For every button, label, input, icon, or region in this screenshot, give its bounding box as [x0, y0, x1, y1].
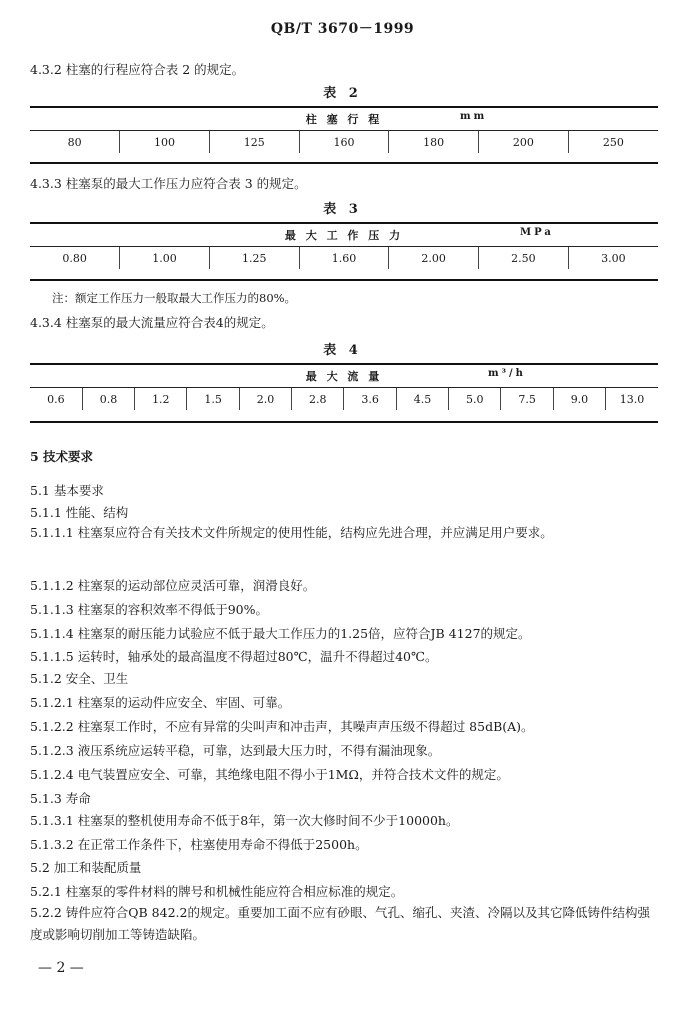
clause-5-1-2: 5.1.2 安全、卫生: [30, 671, 129, 686]
table-4-title: 最 大 流 量: [305, 370, 383, 383]
table-3-cell: 2.50: [479, 247, 569, 270]
table-2-bottom-rule: [30, 162, 658, 164]
table-3-cell: 2.00: [389, 247, 479, 270]
clause-5-2-2: 5.2.2 铸件应符合QB 842.2的规定。重要加工面不应有砂眼、气孔、缩孔、夹渣、冷隔以及其它降低铸件结构强度或影响切削加工等铸造缺陷。: [30, 905, 650, 942]
table-3-title: 最 大 工 作 压 力: [284, 229, 404, 242]
table-3-cell: 0.80: [30, 247, 120, 270]
table-2-cell: 180: [389, 131, 479, 154]
table-2-caption: 表 2: [323, 86, 362, 101]
table-2-cell: 250: [568, 131, 658, 154]
table-3-cell: 3.00: [568, 247, 658, 270]
table-3-unit: MPa: [520, 227, 554, 238]
table-2-cell: 160: [299, 131, 389, 154]
table-2-title: 柱 塞 行 程: [305, 113, 383, 126]
table-2-cell: 100: [120, 131, 210, 154]
clause-4-3-2: 4.3.2 柱塞的行程应符合表 2 的规定。: [30, 62, 245, 77]
table-3-cell: 1.25: [209, 247, 299, 270]
table-4-cell: 0.8: [82, 388, 134, 411]
table-4-cell: 7.5: [501, 388, 553, 411]
page-number: — 2 —: [38, 960, 84, 976]
table-4-value-row: [30, 388, 658, 411]
clause-5-2-1: 5.2.1 柱塞泵的零件材料的牌号和机械性能应符合相应标准的规定。: [30, 884, 404, 899]
table-2: [30, 108, 658, 153]
clause-5-1-2-4: 5.1.2.4 电气装置应安全、可靠，其绝缘电阻不得小于1MΩ，并符合技术文件的规定。: [30, 767, 509, 782]
table-4-unit: m³/h: [488, 368, 526, 379]
table-4: [30, 365, 658, 410]
table-4-cell: 1.5: [187, 388, 239, 411]
clause-5-1-1-4: 5.1.1.4 柱塞泵的耐压能力试验应不低于最大工作压力的1.25倍，应符合JB 4127的规定。: [30, 626, 531, 641]
clause-5-1-2-3: 5.1.2.3 液压系统应运转平稳，可靠，达到最大压力时，不得有漏油现象。: [30, 743, 441, 758]
table-3-header-row: [30, 224, 658, 247]
clause-4-3-4: 4.3.4 柱塞泵的最大流量应符合表4的规定。: [30, 315, 274, 330]
section-5-heading: 5 技术要求: [30, 449, 94, 464]
clause-5-1-2-1: 5.1.2.1 柱塞泵的运动件应安全、牢固、可靠。: [30, 695, 291, 710]
clause-5-1-3: 5.1.3 寿命: [30, 791, 91, 806]
table-2-cell: 200: [479, 131, 569, 154]
table-4-cell: 9.0: [553, 388, 605, 411]
clause-5-1-1: 5.1.1 性能、结构: [30, 505, 129, 520]
clause-5-1: 5.1 基本要求: [30, 483, 104, 498]
table-2-value-row: [30, 131, 658, 154]
table-4-header-row: [30, 365, 658, 388]
table-4-bottom-rule: [30, 421, 658, 423]
clause-4-3-3: 4.3.3 柱塞泵的最大工作压力应符合表 3 的规定。: [30, 176, 307, 191]
table-2-cell: 80: [30, 131, 120, 154]
table-3: [30, 224, 658, 269]
table-3-value-row: [30, 247, 658, 270]
clause-5-1-1-1: 5.1.1.1 柱塞泵应符合有关技术文件所规定的使用性能，结构应先进合理，并应满足用户要求。: [30, 525, 553, 540]
clause-5-1-3-1: 5.1.3.1 柱塞泵的整机使用寿命不低于8年，第一次大修时间不少于10000h。: [30, 813, 459, 828]
table-2-unit: mm: [460, 111, 488, 122]
table-4-cell: 0.6: [30, 388, 82, 411]
table-3-cell: 1.00: [120, 247, 210, 270]
table-4-cell: 5.0: [449, 388, 501, 411]
table-3-caption: 表 3: [323, 202, 362, 217]
table-4-cell: 2.0: [239, 388, 291, 411]
clause-5-2: 5.2 加工和装配质量: [30, 860, 142, 875]
table-2-header-row: [30, 108, 658, 131]
table-3-note: 注：额定工作压力一般取最大工作压力的80%。: [52, 291, 297, 305]
table-3-bottom-rule: [30, 279, 658, 281]
table-4-cell: 13.0: [606, 388, 658, 411]
clause-5-1-1-5: 5.1.1.5 运转时，轴承处的最高温度不得超过80℃，温升不得超过40℃。: [30, 649, 438, 664]
table-4-caption: 表 4: [323, 343, 362, 358]
clause-5-1-2-2: 5.1.2.2 柱塞泵工作时，不应有异常的尖叫声和冲击声，其噪声声压级不得超过 85dB(A)。: [30, 719, 534, 734]
table-4-cell: 4.5: [396, 388, 448, 411]
clause-5-1-1-3: 5.1.1.3 柱塞泵的容积效率不得低于90%。: [30, 602, 268, 617]
table-4-cell: 2.8: [292, 388, 344, 411]
standard-code-header: QB/T 3670－1999: [270, 21, 415, 37]
clause-5-1-1-2: 5.1.1.2 柱塞泵的运动部位应灵活可靠，润滑良好。: [30, 578, 316, 593]
clause-5-1-3-2: 5.1.3.2 在正常工作条件下，柱塞使用寿命不得低于2500h。: [30, 837, 368, 852]
table-3-cell: 1.60: [299, 247, 389, 270]
table-4-cell: 1.2: [135, 388, 187, 411]
table-4-cell: 3.6: [344, 388, 396, 411]
table-2-cell: 125: [209, 131, 299, 154]
